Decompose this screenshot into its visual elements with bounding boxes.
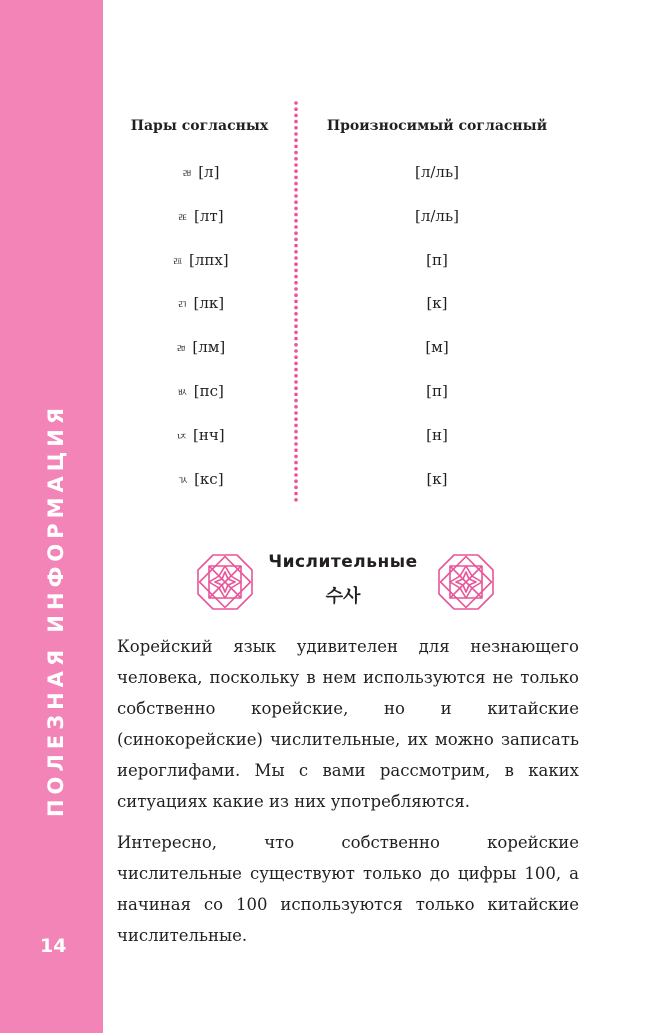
pair-transcription: [кс] [194, 469, 224, 488]
pronounced-consonant-cell: [к] [426, 469, 448, 488]
section-heading [103, 548, 661, 618]
consonant-table [103, 0, 661, 520]
table-row [103, 426, 578, 450]
pronounced-consonant-cell: [к] [426, 294, 448, 313]
hangul-cluster: ㄺ [176, 298, 188, 312]
body-text [117, 631, 579, 961]
hangul-cluster: ㅄ [177, 386, 188, 399]
consonant-pair-cell [103, 207, 298, 225]
consonant-pair-cell [103, 382, 298, 400]
paragraph-1: Корейский язык удивителен для незнающего человека, поскольку в нем используются не только собственно корейские, но и китайские (синокорейские) числительные, их можно записать иероглифами. Мы с вами рассмотрим, в каких ситуациях какие из них употребляются. [117, 637, 579, 811]
pair-transcription: [лм] [192, 338, 226, 357]
pronounced-consonant-cell: [л/ль] [415, 206, 459, 225]
table-row [103, 251, 578, 275]
pronounced-consonant-cell: [п] [426, 382, 448, 400]
consonant-pair-cell [103, 163, 298, 181]
hangul-cluster: ㄻ [175, 342, 187, 356]
pronounced-consonant-cell: [н] [426, 425, 448, 444]
hangul-cluster: ㄼ [181, 167, 193, 180]
section-title: Числительные [268, 552, 418, 572]
section-side-title: ПОЛЕЗНАЯ ИНФОРМАЦИЯ [44, 402, 68, 818]
pronounced-consonant-cell: [л/ль] [415, 163, 459, 181]
hangul-cluster: ㄵ [176, 429, 187, 443]
page-number: 14 [40, 935, 67, 957]
table-row [103, 470, 578, 494]
consonant-pair-cell [103, 294, 298, 312]
paragraph-2: Интересно, что собственно корейские числительные существуют только до цифры 100, а начиная со 100 используются только китайские числительные. [117, 833, 579, 945]
consonant-pair-cell [103, 426, 298, 444]
column-header-pairs: Пары согласных [130, 118, 269, 134]
pair-transcription: [лт] [194, 206, 224, 225]
pronounced-consonant-cell: [м] [425, 338, 449, 357]
table-row [103, 338, 578, 362]
pair-transcription: [л] [198, 163, 220, 181]
pronounced-consonant-cell: [п] [426, 250, 448, 269]
hangul-cluster: ㄿ [172, 254, 183, 268]
consonant-pair-cell [103, 338, 298, 356]
pair-transcription: [нч] [193, 425, 225, 444]
consonant-pair-cell [103, 251, 298, 269]
column-header-pronounced: Произносимый согласный [326, 118, 548, 134]
table-row [103, 207, 578, 231]
pair-transcription: [пс] [193, 382, 224, 400]
pair-transcription: [лпх] [188, 250, 229, 269]
consonant-pair-cell [103, 470, 298, 488]
hangul-cluster: ㄳ [177, 473, 189, 487]
pair-transcription: [лк] [193, 294, 225, 313]
table-row [103, 163, 578, 187]
table-row [103, 294, 578, 318]
table-row [103, 382, 578, 406]
rosette-ornament-icon [436, 552, 496, 612]
section-title-korean: 수사 [325, 586, 361, 607]
hangul-cluster: ㄾ [177, 210, 189, 224]
